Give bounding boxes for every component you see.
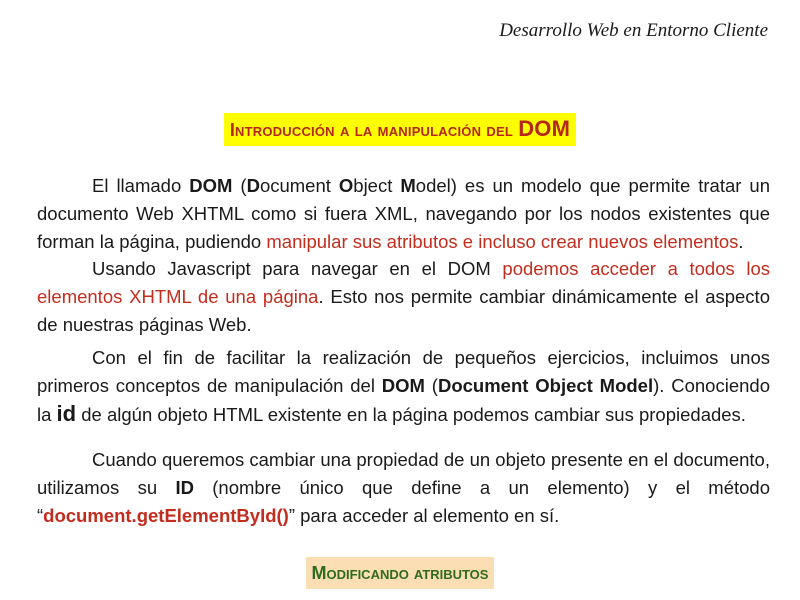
text: odel) es un modelo que permite tratar un documento Web XHTML como si fuera XML, navegando por los nodos existentes que forman la página, pudiendo: [37, 175, 770, 252]
paragraph-manipulation-concepts: [37, 344, 770, 429]
bold-id: id: [56, 401, 77, 426]
text: El llamado: [92, 175, 190, 196]
section-heading-wrapper: [0, 557, 800, 589]
section-heading-wrapper: [0, 113, 800, 146]
text: bject: [353, 175, 401, 196]
text: .: [738, 231, 744, 252]
text: ). Conociendo la: [37, 375, 770, 425]
paragraph-javascript-dom: [37, 255, 770, 339]
text: (nombre único que define a un elemento) y el método “: [37, 477, 770, 526]
text: Cuando queremos cambiar una propiedad de un objeto presente en el documento, utilizamos su: [37, 449, 770, 498]
text: ocument: [259, 175, 339, 196]
heading-text: Introducción a la manipulación del: [229, 120, 519, 140]
bold-dom: DOM: [381, 375, 425, 396]
text: de algún objeto HTML existente en la página podemos cambiar sus propiedades.: [76, 404, 746, 425]
text: . Esto nos permite cambiar dinámicamente el aspecto de nuestras páginas Web.: [37, 286, 770, 335]
bold-dom: DOM: [189, 175, 233, 196]
heading-dom: DOM: [518, 116, 571, 141]
text: (: [424, 375, 438, 396]
paragraph-dom-definition: [37, 172, 770, 256]
section-heading-modificando-atributos: Modificando atributos: [306, 557, 495, 589]
page-header-title: Desarrollo Web en Entorno Cliente: [499, 20, 768, 41]
text: ” para acceder al elemento en sí.: [288, 505, 560, 526]
text: Usando Javascript para navegar en el DOM: [92, 258, 503, 279]
highlighted-text: podemos acceder a todos los elementos XHTML de una página: [37, 258, 770, 307]
bold-id: ID: [175, 477, 194, 498]
bold-letter-d: D: [246, 175, 260, 196]
method-name: document.getElementById(): [43, 505, 289, 526]
text: Con el fin de facilitar la realización de pequeños ejercicios, incluimos unos primeros conceptos de manipulación del: [37, 347, 770, 396]
bold-letter-o: O: [338, 175, 354, 196]
highlighted-text: manipular sus atributos e incluso crear nuevos elementos: [266, 231, 739, 252]
text: (: [232, 175, 247, 196]
paragraph-getelementbyid: [37, 446, 770, 530]
bold-letter-m: M: [400, 175, 416, 196]
section-heading-intro-dom: [224, 113, 576, 146]
bold-dom-full: Document Object Model: [437, 375, 654, 396]
